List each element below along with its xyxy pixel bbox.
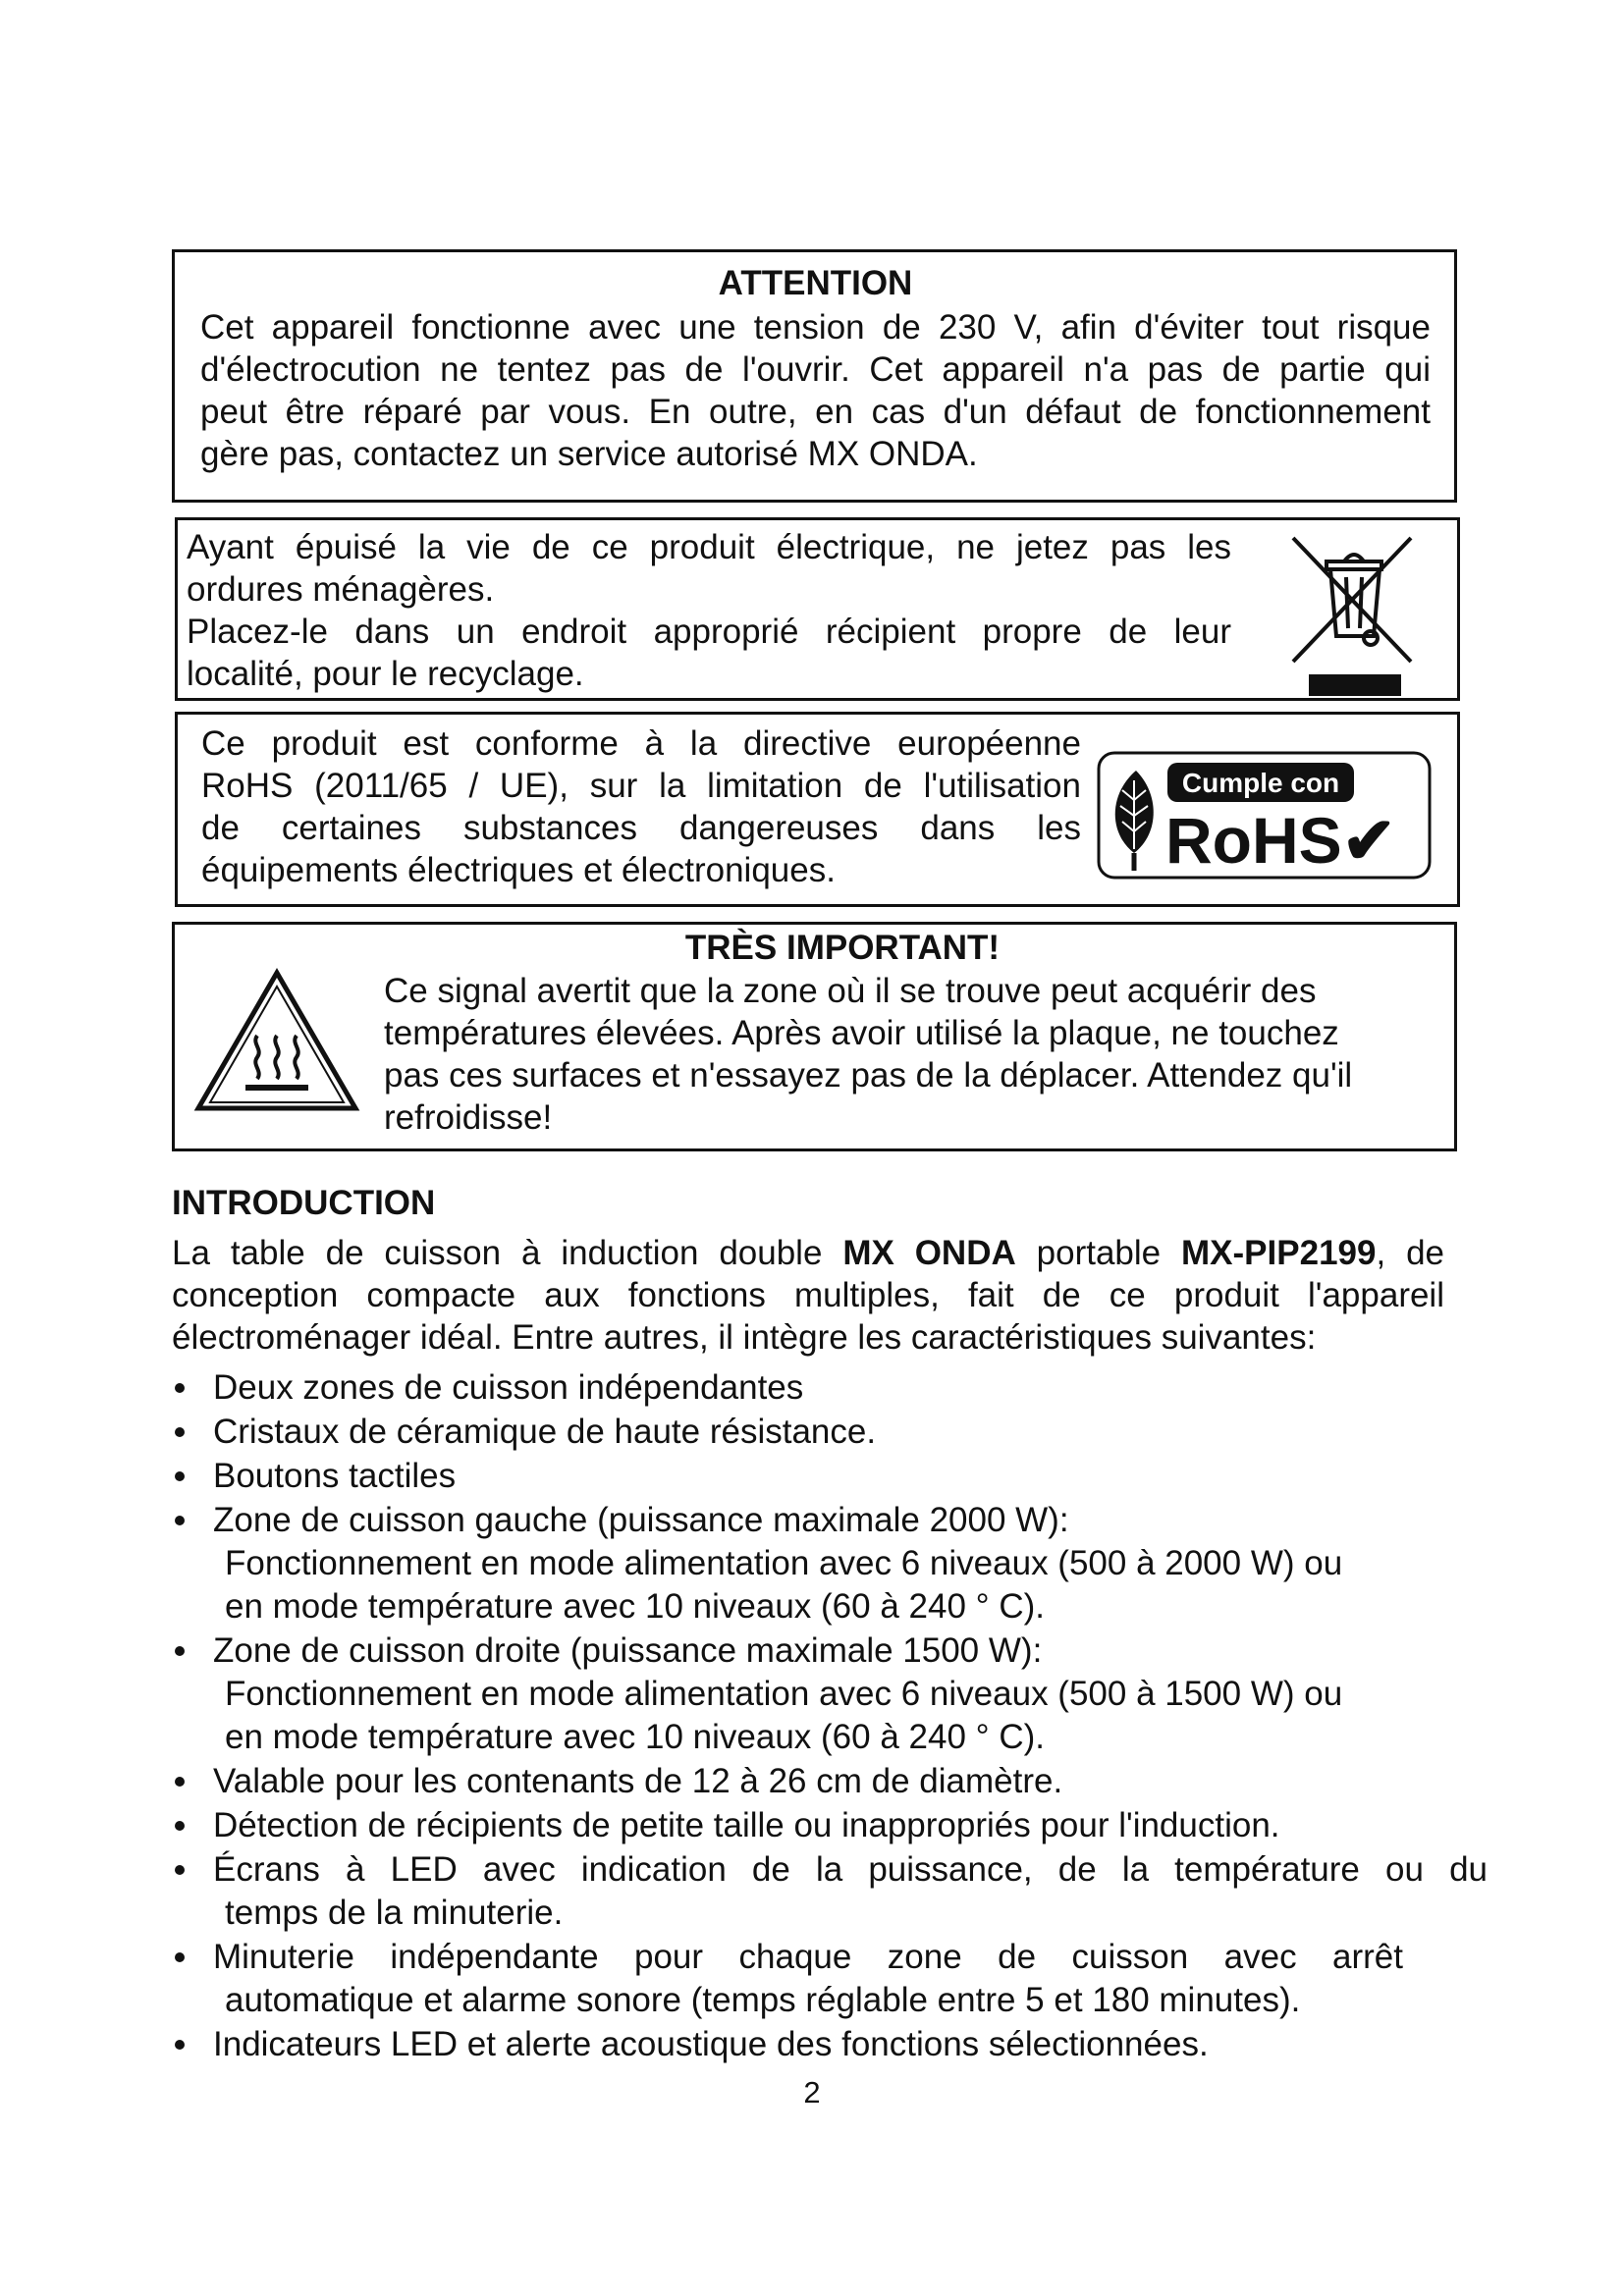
weee-line: Placez-le dans un endroit approprié récipient propre de leur	[187, 613, 1231, 651]
important-line: pas ces surfaces et n'essayez pas de la déplacer. Attendez qu'il	[384, 1056, 1353, 1095]
rohs-line: RoHS (2011/65 / UE), sur la limitation de l'utilisation	[201, 767, 1081, 805]
list-item	[172, 1366, 1488, 1410]
list-item	[172, 1760, 1488, 1803]
attention-line: peut être réparé par vous. En outre, en cas d'un défaut de fonctionnement	[200, 393, 1431, 431]
important-warning-box	[172, 922, 1457, 1151]
list-item	[172, 1411, 1488, 1454]
feature-text: Minuterie indépendante pour chaque zone de cuisson avec arrêt	[213, 1938, 1403, 1976]
rohs-compliance-box	[175, 712, 1460, 907]
feature-text: Deux zones de cuisson indépendantes	[213, 1368, 804, 1407]
introduction-paragraph	[172, 1232, 1444, 1359]
bullet-icon	[175, 1865, 185, 1875]
list-item	[172, 2023, 1488, 2066]
rohs-line: de certaines substances dangereuses dans les	[201, 809, 1081, 847]
feature-text: Boutons tactiles	[213, 1457, 457, 1495]
list-item	[172, 1848, 1488, 1935]
bullet-icon	[175, 2040, 185, 2050]
weee-line: Ayant épuisé la vie de ce produit électrique, ne jetez pas les	[187, 528, 1231, 566]
bullet-icon	[175, 1646, 185, 1656]
list-item	[172, 1455, 1488, 1498]
weee-recycling-box	[175, 517, 1460, 701]
weee-line: localité, pour le recyclage.	[187, 655, 584, 693]
rohs-logo-text: RoHS✔	[1165, 804, 1396, 877]
bullet-icon	[175, 1471, 185, 1481]
attention-line: Cet appareil fonctionne avec une tension de 230 V, afin d'éviter tout risque	[200, 308, 1431, 347]
feature-detail: Fonctionnement en mode alimentation avec 6 niveaux (500 à 2000 W) ou	[225, 1544, 1343, 1582]
feature-text: Écrans à LED avec indication de la puissance, de la température ou du	[213, 1850, 1488, 1889]
feature-text: Zone de cuisson gauche (puissance maximale 2000 W):	[213, 1501, 1069, 1539]
intro-text: , de conception compacte aux fonctions multiples, fait de ce produit l'appareil électroménager idéal. Entre autres, il intègre les caractéristiques suivantes:	[172, 1234, 1445, 1357]
rohs-logo	[1097, 751, 1432, 880]
important-line: refroidisse!	[384, 1098, 553, 1137]
rohs-line: équipements électriques et électroniques.	[201, 851, 836, 889]
feature-text: Valable pour les contenants de 12 à 26 cm de diamètre.	[213, 1762, 1063, 1800]
bullet-icon	[175, 1427, 185, 1437]
feature-text: Cristaux de céramique de haute résistance.	[213, 1413, 877, 1451]
feature-detail: en mode température avec 10 niveaux (60 à 240 ° C).	[225, 1587, 1046, 1626]
features-list	[172, 1366, 1488, 2066]
bullet-icon	[175, 1777, 185, 1787]
attention-line: gère pas, contactez un service autorisé MX ONDA.	[200, 435, 978, 473]
crossed-out-wheelie-bin-icon	[1289, 534, 1419, 696]
feature-text: Détection de récipients de petite taille ou inappropriés pour l'induction.	[213, 1806, 1280, 1844]
feature-text: Indicateurs LED et alerte acoustique des fonctions sélectionnées.	[213, 2025, 1209, 2063]
list-item	[172, 1629, 1488, 1759]
feature-detail: automatique et alarme sonore (temps réglable entre 5 et 180 minutes).	[225, 1981, 1301, 2019]
attention-box	[172, 249, 1457, 503]
introduction-section	[172, 1182, 1488, 2067]
bullet-icon	[175, 1383, 185, 1393]
bullet-icon	[175, 1821, 185, 1831]
weee-line: ordures ménagères.	[187, 570, 495, 609]
list-item	[172, 1804, 1488, 1847]
list-item	[172, 1936, 1488, 2022]
intro-text: La table de cuisson à induction double	[172, 1234, 843, 1272]
bullet-icon	[175, 1952, 185, 1962]
brand-name: MX ONDA	[842, 1234, 1016, 1272]
hot-surface-warning-icon	[192, 967, 361, 1114]
rohs-line: Ce produit est conforme à la directive européenne	[201, 724, 1081, 763]
bullet-icon	[175, 1516, 185, 1525]
list-item	[172, 1499, 1488, 1629]
important-title: TRÈS IMPORTANT!	[684, 929, 1001, 967]
important-line: Ce signal avertit que la zone où il se trouve peut acquérir des	[384, 972, 1317, 1010]
feature-detail: en mode température avec 10 niveaux (60 à 240 ° C).	[225, 1718, 1046, 1756]
attention-title: ATTENTION	[718, 264, 913, 302]
attention-line: d'électrocution ne tentez pas de l'ouvrir. Cet appareil n'a pas de partie qui	[200, 350, 1431, 389]
important-line: températures élevées. Après avoir utilisé la plaque, ne touchez	[384, 1014, 1339, 1052]
feature-detail: Fonctionnement en mode alimentation avec 6 niveaux (500 à 1500 W) ou	[225, 1675, 1343, 1713]
feature-text: Zone de cuisson droite (puissance maximale 1500 W):	[213, 1631, 1043, 1670]
intro-text: portable	[1015, 1234, 1182, 1272]
introduction-heading: INTRODUCTION	[172, 1184, 436, 1222]
rohs-logo-badge: Cumple con	[1181, 768, 1340, 798]
model-number: MX-PIP2199	[1181, 1234, 1377, 1272]
feature-detail: temps de la minuterie.	[225, 1894, 564, 1932]
page-number: 2	[803, 2075, 821, 2109]
